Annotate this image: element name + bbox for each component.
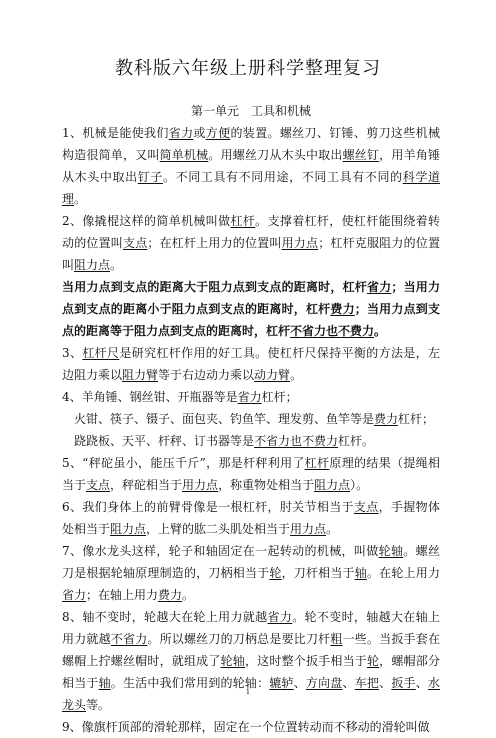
text-run: ，用羊角锤从木头中取出 — [62, 148, 440, 184]
page-number: 1 — [245, 688, 251, 696]
text-run: ；杠杆克服阻力的位置叫 — [62, 236, 440, 272]
answer-blank: 阻力点 — [110, 522, 147, 536]
document-body — [62, 100, 440, 738]
text-run: 。轮不变时，轴越大在轴上用力就越 — [62, 610, 440, 646]
paragraph — [62, 210, 440, 276]
text-run: 的装置。螺丝刀、钉锤、剪刀这些机械构造很简单，又叫 — [62, 126, 440, 162]
answer-blank: 方便 — [205, 126, 231, 140]
paragraph — [62, 386, 440, 408]
text-run: ，手握物体处相当于 — [62, 500, 440, 536]
paragraph — [62, 408, 440, 430]
text-run: ，称重物处相当于 — [218, 478, 315, 492]
paragraph-list — [62, 122, 440, 738]
answer-blank: 费力 — [374, 412, 399, 426]
text-run: 。用螺丝刀从木头中取出 — [208, 148, 343, 162]
paragraph — [62, 122, 440, 210]
text-run: 原理的结果（提绳相当于 — [62, 456, 440, 492]
text-run: 杠杆； — [398, 412, 435, 426]
text-run: 、 — [415, 676, 428, 690]
text-run: 8、轴不变时，轮越大在轮上用力就越 — [62, 610, 268, 624]
text-run: 3、 — [62, 346, 83, 360]
answer-blank: 阻力点 — [314, 478, 351, 492]
text-run: 。生活中我们常用到的轮轴： — [110, 676, 270, 690]
answer-blank: 阻力臂 — [122, 368, 159, 382]
text-run: 当用力点到支点的距离大于阻力点到支点的距离时，杠杆 — [62, 280, 367, 294]
text-run: ；在杠杆上用力的位置叫 — [147, 236, 282, 250]
document-title: 教科版六年级上册科学整理复习 — [115, 58, 381, 79]
answer-blank: 轮 — [366, 654, 380, 668]
answer-blank: 省力 — [366, 280, 392, 294]
text-run: 、 — [293, 676, 306, 690]
answer-blank: 不省力也不费力 — [290, 324, 375, 338]
text-run: 杠杆； — [261, 390, 298, 404]
answer-blank: 杠杆 — [230, 214, 256, 228]
answer-blank: 粗 — [330, 632, 343, 646]
answer-blank: 杠杆尺 — [82, 346, 120, 360]
text-run: 等于右边动力乘以 — [158, 368, 255, 382]
text-run: ；当用力点到支点的距离小于阻力点到支点的距离时，杠杆 — [62, 280, 440, 316]
paragraph — [62, 606, 440, 716]
answer-blank: 阻力点 — [74, 258, 111, 272]
paragraph — [62, 276, 440, 342]
text-run: 9、像旗杆顶部的滑轮那样，固定在一个位置转动而不移动的滑轮叫做 — [62, 720, 430, 734]
answer-blank: 用力点 — [182, 478, 219, 492]
text-run: 。螺丝刀是根据轮轴原理制造的，刀柄相当于 — [62, 544, 440, 580]
answer-blank: 轴 — [354, 566, 367, 580]
text-run: 。 — [110, 258, 123, 272]
text-run: 跷跷板、天平、杆秤、订书器等是 — [74, 434, 255, 448]
text-run: 杠杆。 — [338, 434, 375, 448]
text-run: 。 — [374, 324, 387, 338]
answer-blank: 省力 — [267, 610, 293, 624]
answer-blank: 不省力也不费力 — [254, 434, 339, 448]
paragraph — [62, 716, 440, 738]
answer-blank: 支点 — [123, 236, 148, 250]
text-run: 是研究杠杆作用的好工具。使杠杆尺保持平衡的方法是，左边阻力乘以 — [62, 346, 440, 382]
paragraph — [62, 430, 440, 452]
text-run: 5、“秤砣虽小，能压千斤”，那是杆秤利用了 — [62, 456, 305, 470]
text-run: 。支撑着杠杆，使杠杆能围绕着转动的位置叫 — [62, 214, 440, 250]
text-run: 、 — [379, 676, 392, 690]
text-run: 一些。当扳手套在螺帽上拧螺丝帽时，就组成了 — [62, 632, 440, 668]
text-run: 等。 — [86, 698, 111, 712]
text-run: ，上臂的肱二头肌处相当于 — [146, 522, 291, 536]
text-run: 。在轮上用力 — [366, 566, 440, 580]
paragraph — [62, 452, 440, 496]
text-run: ，这时整个扳手相当于 — [244, 654, 367, 668]
answer-blank: 方向盘 — [305, 676, 343, 690]
answer-blank: 杠杆 — [304, 456, 330, 470]
text-run: 。 — [74, 192, 87, 206]
text-run: ，刀杆相当于 — [281, 566, 355, 580]
answer-blank: 车把 — [354, 676, 380, 690]
text-run: 、 — [342, 676, 355, 690]
text-run: 或 — [193, 126, 206, 140]
answer-blank: 用力点 — [290, 522, 327, 536]
text-run: 。不同工具有不同用途，不同工具有不同的 — [162, 170, 403, 184]
paragraph — [62, 540, 440, 606]
answer-blank: 支点 — [353, 500, 379, 514]
answer-blank: 用力点 — [281, 236, 319, 250]
text-run: 6、我们身体上的前臂骨像是一根杠杆，肘关节相当于 — [62, 500, 354, 514]
answer-blank: 螺丝钉 — [342, 148, 380, 162]
answer-blank: 省力 — [237, 390, 262, 404]
answer-blank: 支点 — [86, 478, 111, 492]
text-run: ，螺帽部分相当于 — [62, 654, 440, 690]
text-run: 7、像水龙头这样，轮子和轴固定在一起转动的机械，叫做 — [62, 544, 379, 558]
answer-blank: 简单机械 — [159, 148, 209, 162]
answer-blank: 省力 — [168, 126, 194, 140]
text-run: ）。 — [350, 478, 369, 492]
answer-blank: 科学道理 — [62, 170, 440, 206]
answer-blank: 轮轴 — [378, 544, 404, 558]
paragraph — [62, 342, 440, 386]
unit-heading: 第一单元 工具和机械 — [190, 104, 311, 118]
text-run: ；在轴上用力 — [86, 588, 159, 602]
answer-blank: 扳手 — [391, 676, 416, 690]
answer-blank: 轴 — [98, 676, 111, 690]
answer-blank: 辘轳 — [269, 676, 294, 690]
answer-blank: 费力 — [158, 588, 183, 602]
text-run: ；当用力点到支点的距离等于阻力点到支点的距离时，杠杆 — [62, 302, 440, 338]
text-run: 。所以螺丝刀的刀柄总是要比刀杆 — [147, 632, 331, 646]
text-run: 。 — [326, 522, 339, 536]
text-run: 4、羊角锤、钢丝钳、开瓶器等是 — [62, 390, 238, 404]
answer-blank: 省力 — [62, 588, 87, 602]
answer-blank: 钉子 — [137, 170, 163, 184]
text-run: 1、机械是能使我们 — [62, 126, 169, 140]
answer-blank: 费力 — [330, 302, 355, 316]
answer-blank: 水龙头 — [62, 676, 440, 712]
text-run: ，秤砣相当于 — [110, 478, 183, 492]
text-run: 2、像撬棍这样的简单机械叫做 — [62, 214, 231, 228]
paragraph — [62, 496, 440, 540]
answer-blank: 不省力 — [110, 632, 148, 646]
answer-blank: 轮 — [269, 566, 282, 580]
text-run: 。 — [290, 368, 303, 382]
answer-blank: 轮轴 — [220, 654, 245, 668]
answer-blank: 动力臂 — [254, 368, 291, 382]
text-run: 。 — [182, 588, 195, 602]
text-run: 火钳、筷子、镊子、面包夹、钓鱼竿、理发剪、鱼竿等是 — [74, 412, 375, 426]
